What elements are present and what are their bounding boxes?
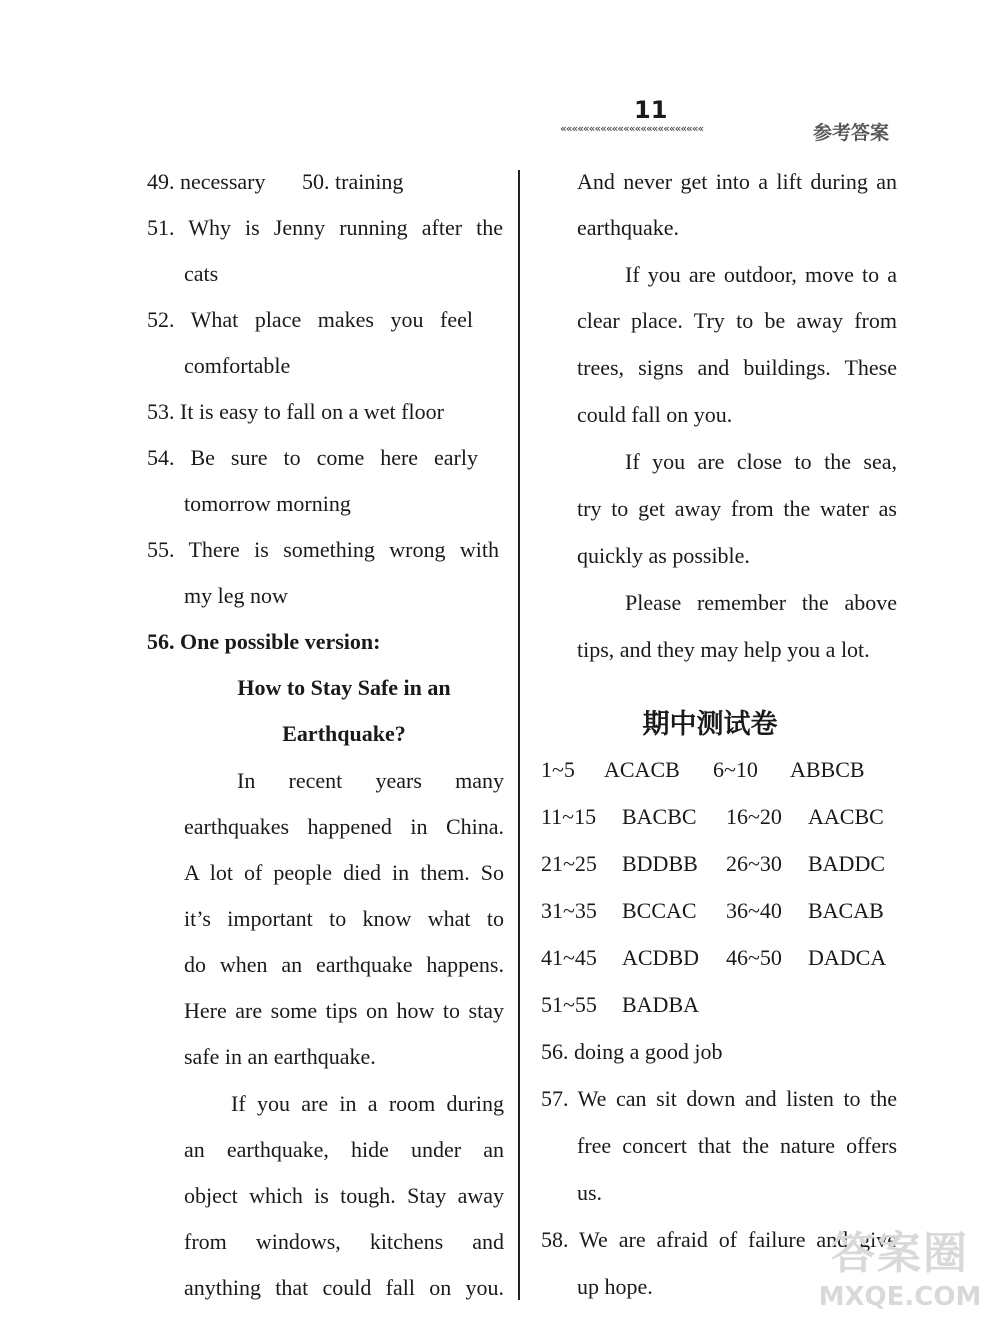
essay-title-line2: Earthquake? <box>282 721 406 746</box>
answer-56-heading: 56. One possible version: <box>147 629 381 654</box>
essay-para1-line6: Here are some tips on how to stay <box>184 998 504 1023</box>
essay-para4-line1: If you are close to the sea, <box>625 449 897 474</box>
essay-para2-line2: an earthquake, hide under an <box>184 1137 504 1162</box>
essay-para3-line2: clear place. Try to be away from <box>577 308 897 333</box>
essay-cont-line2: earthquake. <box>577 215 679 240</box>
answer-54-line1: 54. Be sure to come here early <box>147 445 478 470</box>
answer-key-letters: BCCAC <box>622 898 697 923</box>
essay-para2-line3: object which is tough. Stay away <box>184 1183 504 1208</box>
answer-58-line1: 58. We are afraid of failure and give <box>541 1227 897 1252</box>
header-chevron-ornament: ««««««««««««««««««««««««« <box>560 122 704 135</box>
answer-52-line2: comfortable <box>184 353 291 378</box>
essay-para2-line4: from windows, kitchens and <box>184 1229 504 1254</box>
essay-title-line1: How to Stay Safe in an <box>237 675 451 700</box>
watermark-line2: MXQE.COM <box>818 1282 982 1312</box>
answer-key-range: 51~55 <box>541 992 597 1017</box>
answer-key-letters: AACBC <box>808 804 884 829</box>
section-title: 期中测试卷 <box>642 709 778 740</box>
answer-key-range: 46~50 <box>726 945 782 970</box>
page-number: 11 <box>634 96 668 124</box>
answer-key-letters: ABBCB <box>790 757 865 782</box>
essay-para5-line2: tips, and they may help you a lot. <box>577 637 870 662</box>
answer-key-range: 6~10 <box>713 757 758 782</box>
answer-55-line2: my leg now <box>184 583 288 608</box>
answer-key-letters: ACDBD <box>622 945 700 970</box>
answer-key-letters: BACAB <box>808 898 884 923</box>
column-divider <box>518 170 520 1300</box>
answer-53: 53. It is easy to fall on a wet floor <box>147 399 444 424</box>
answer-key-range: 11~15 <box>541 804 597 829</box>
essay-para1-line4: it’s important to know what to <box>184 906 504 931</box>
answer-key-range: 21~25 <box>541 851 597 876</box>
essay-para1-line7: safe in an earthquake. <box>184 1044 376 1069</box>
essay-para1-line3: A lot of people died in them. So <box>184 860 504 885</box>
answer-51-line2: cats <box>184 261 219 286</box>
answer-key-letters: ACACB <box>604 757 680 782</box>
essay-para3-line3: trees, signs and buildings. These <box>577 355 897 380</box>
essay-para1-line2: earthquakes happened in China. <box>184 814 504 839</box>
answer-key-range: 26~30 <box>726 851 782 876</box>
essay-para3-line1: If you are outdoor, move to a <box>625 262 897 287</box>
essay-para4-line2: try to get away from the water as <box>577 496 897 521</box>
essay-para4-line3: quickly as possible. <box>577 543 750 568</box>
answer-key-range: 1~5 <box>541 757 575 782</box>
essay-para3-line4: could fall on you. <box>577 402 733 427</box>
answer-56: 56. doing a good job <box>541 1039 723 1064</box>
essay-para2-line1: If you are in a room during <box>231 1091 504 1116</box>
answer-key-range: 36~40 <box>726 898 782 923</box>
answer-51-line1: 51. Why is Jenny running after the <box>147 215 503 240</box>
answer-55-line1: 55. There is something wrong with <box>147 537 499 562</box>
answer-57-line2: free concert that the nature offers <box>577 1133 897 1158</box>
answer-52-line1: 52. What place makes you feel <box>147 307 473 332</box>
watermark-line1: 答案圈 <box>831 1228 969 1279</box>
essay-para1-line1: In recent years many <box>237 768 504 793</box>
answer-key-letters: BADDC <box>808 851 886 876</box>
answer-key-letters: BACBC <box>622 804 697 829</box>
section-tag: 参考答案 <box>813 122 890 144</box>
answer-54-line2: tomorrow morning <box>184 491 351 516</box>
answer-key-range: 31~35 <box>541 898 597 923</box>
essay-cont-line1: And never get into a lift during an <box>577 169 897 194</box>
answer-49: 49. necessary <box>147 169 266 194</box>
essay-para2-line5: anything that could fall on you. <box>184 1275 504 1300</box>
answer-key-range: 16~20 <box>726 804 782 829</box>
answer-58-line2: up hope. <box>577 1274 653 1299</box>
answer-50: 50. training <box>302 169 404 194</box>
watermark-logo <box>815 1226 985 1312</box>
answer-key-range: 41~45 <box>541 945 597 970</box>
answer-key-letters: DADCA <box>808 945 887 970</box>
answer-57-line1: 57. We can sit down and listen to the <box>541 1086 897 1111</box>
essay-para5-line1: Please remember the above <box>625 590 897 615</box>
answer-57-line3: us. <box>577 1180 603 1205</box>
answer-key-letters: BDDBB <box>622 851 698 876</box>
answer-key-letters: BADBA <box>622 992 700 1017</box>
essay-para1-line5: do when an earthquake happens. <box>184 952 504 977</box>
